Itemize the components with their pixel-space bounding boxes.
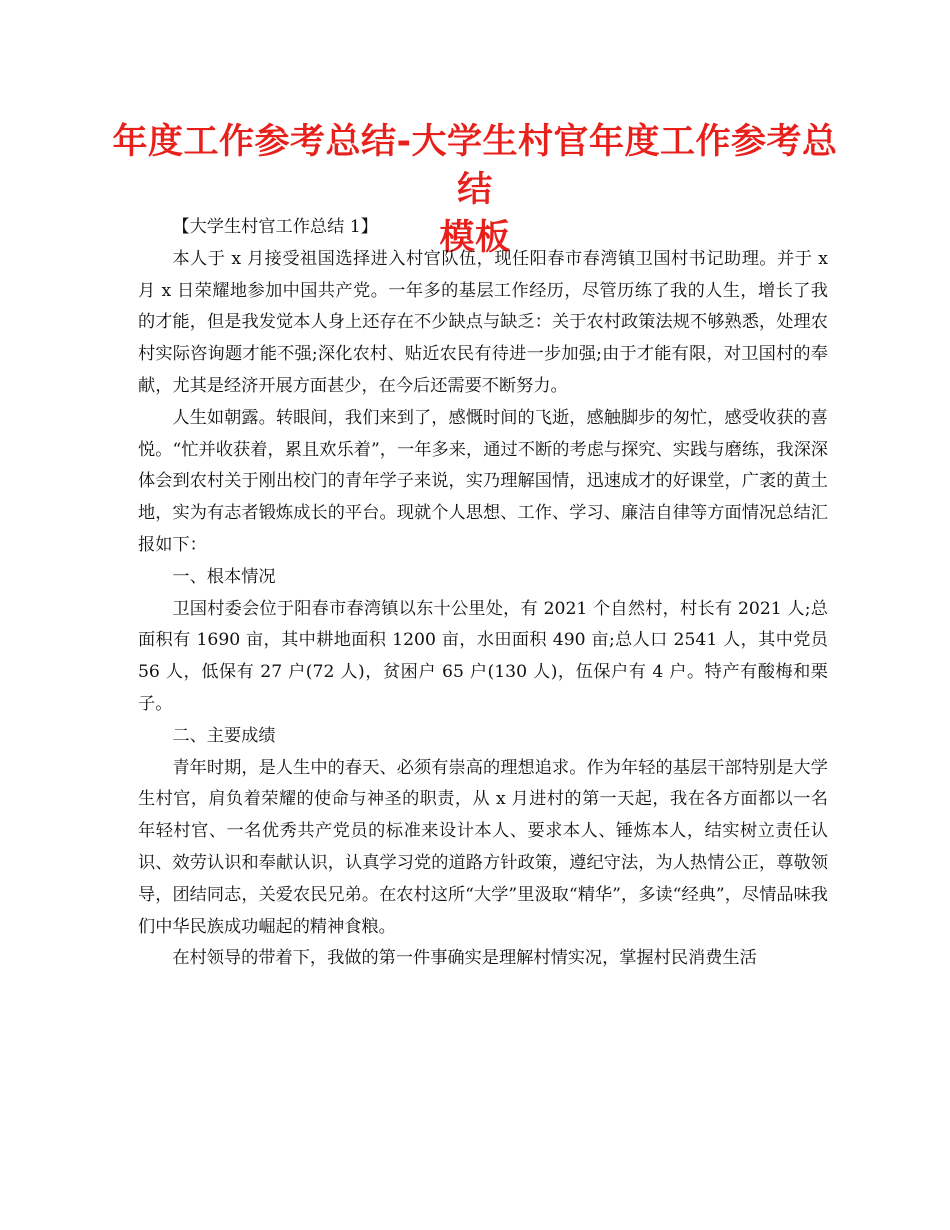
paragraph-intro: 本人于 x 月接受祖国选择进入村官队伍，现任阳春市春湾镇卫国村书记助理。并于 x 月 x 日荣耀地参加中国共产党。一年多的基层工作经历，尽管历练了我的人生，增长了我的才能，但是我发觉本人身上还存在不少缺点与缺乏：关于农村政策法规不够熟悉，处理农村实际咨询题才能不强;深化农村、贴近农民有待进一步加强;由于才能有限，对卫国村的奉献，尤其是经济开展方面甚少，在今后还需要不断努力。 <box>138 248 828 396</box>
paragraph-reflection: 人生如朝露。转眼间，我们来到了，感慨时间的飞逝，感触脚步的匆忙，感受收获的喜悦。“忙并收获着，累且欢乐着”，一年多来，通过不断的考虑与探究、实践与磨练，我深深体会到农村关于刚出校门的青年学子来说，实乃理解国情，迅速成才的好课堂，广袤的黄土地，实为有志者锻炼成长的平台。现就个人思想、工作、学习、廉洁自律等方面情况总结汇报如下： <box>138 407 828 555</box>
section-heading: 【大学生村官工作总结 1】 <box>172 217 378 237</box>
heading-basic-situation: 一、根本情况 <box>172 566 276 587</box>
title-line-2: 模板 <box>439 218 511 258</box>
paragraph-continued: 在村领导的带着下，我做的第一件事确实是理解村情实况，掌握村民消费生活 <box>172 948 757 969</box>
title-line-1: 年度工作参考总结-大学生村官年度工作参考总结 <box>112 122 838 210</box>
paragraph-village-info: 卫国村委会位于阳春市春湾镇以东十公里处，有 2021 个自然村，村长有 2021 人;总面积有 1690 亩，其中耕地面积 1200 亩，水田面积 490 亩;总人口 2541 人，其中党员 56 人，低保有 27 户(72 人)，贫困户 65 户(130 人)，伍保户有 4 户。特产有酸梅和栗子。 <box>138 598 828 714</box>
heading-main-achievements: 二、主要成绩 <box>172 725 276 746</box>
paragraph-achievements: 青年时期，是人生中的春天、必须有崇高的理想追求。作为年轻的基层干部特别是大学生村官，肩负着荣耀的使命与神圣的职责，从 x 月进村的第一天起，我在各方面都以一名年轻村官、一名优秀共产党员的标准来设计本人、要求本人、锤炼本人，结实树立责任认识、效劳认识和奉献认识，认真学习党的道路方针政策，遵纪守法，为人热情公正，尊敬领导，团结同志，关爱农民兄弟。在农村这所“大学”里汲取“精华”，多读“经典”，尽情品味我们中华民族成功崛起的精神食粮。 <box>138 757 828 937</box>
document-body <box>138 212 828 975</box>
